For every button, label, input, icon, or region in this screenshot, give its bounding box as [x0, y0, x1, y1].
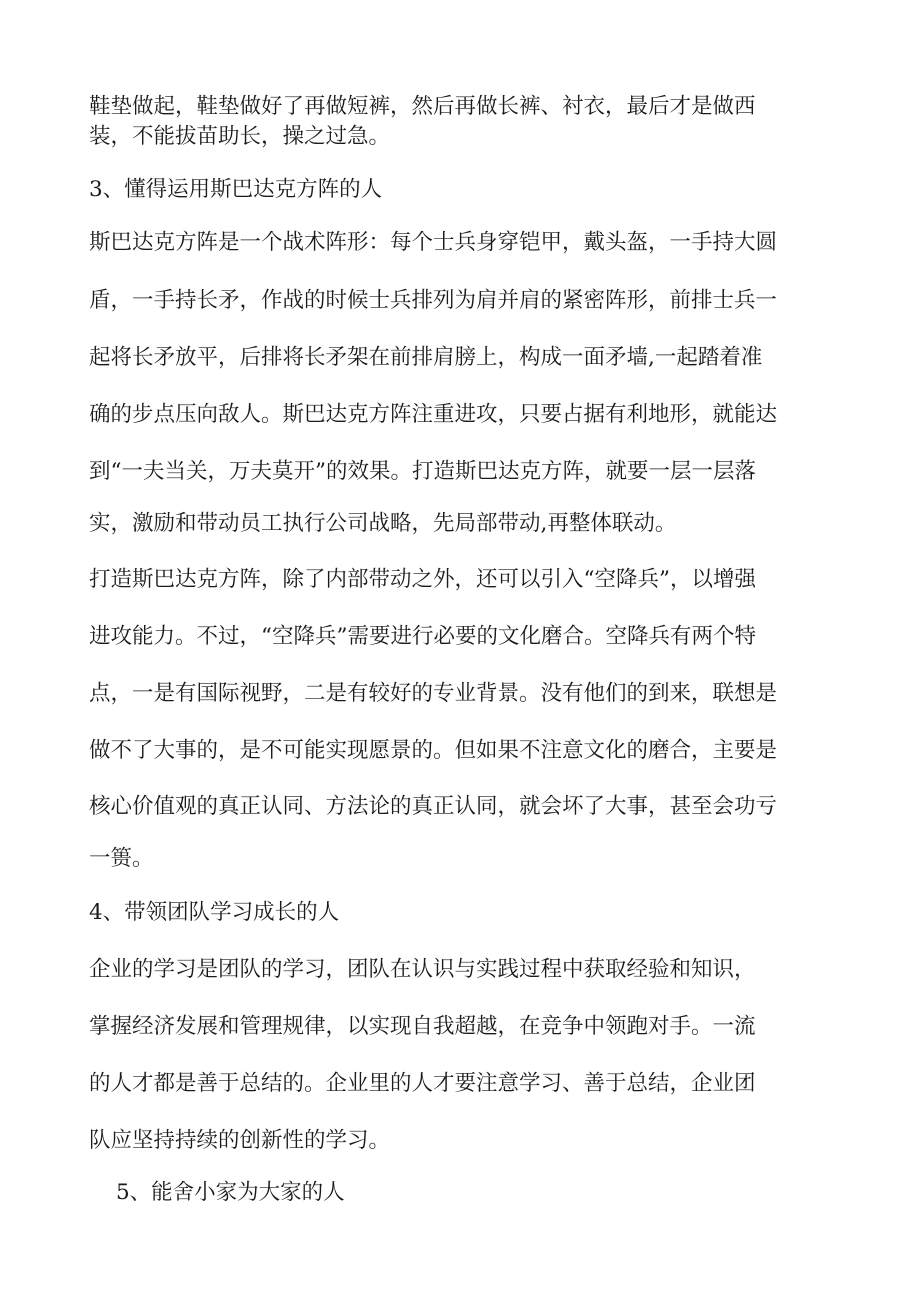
paragraph-line: 盾，一手持长矛，作战的时候士兵排列为肩并肩的紧密阵形，前排士兵一 — [89, 288, 778, 313]
paragraph-line: 核心价值观的真正认同、方法论的真正认同，就会坏了大事，甚至会功亏 — [89, 794, 778, 819]
paragraph-line: 企业的学习是团队的学习，团队在认识与实践过程中获取经验和知识， — [89, 957, 756, 982]
paragraph-line: 起将长矛放平，后排将长矛架在前排肩膀上，构成一面矛墙,一起踏着准 — [89, 345, 763, 370]
paragraph-line: 队应坚持持续的创新性的学习。 — [89, 1128, 391, 1153]
paragraph-line: 点，一是有国际视野，二是有较好的专业背景。没有他们的到来，联想是 — [89, 681, 778, 706]
paragraph-line: 的人才都是善于总结的。企业里的人才要注意学习、善于总结，企业团 — [89, 1071, 756, 1096]
section-heading-4: 4、带领团队学习成长的人 — [89, 900, 340, 925]
paragraph-line: 进攻能力。不过，“空降兵”需要进行必要的文化磨合。空降兵有两个特 — [89, 624, 756, 649]
paragraph-line: 确的步点压向敌人。斯巴达克方阵注重进攻，只要占据有利地形，就能达 — [89, 402, 778, 427]
paragraph-line: 斯巴达克方阵是一个战术阵形：每个士兵身穿铠甲，戴头盔，一手持大圆 — [89, 230, 778, 255]
paragraph-line: 掌握经济发展和管理规律，以实现自我超越，在竞争中领跑对手。一流 — [89, 1014, 756, 1039]
paragraph-line: 鞋垫做起，鞋垫做好了再做短裤，然后再做长裤、衬衣，最后才是做西 — [89, 94, 756, 119]
paragraph-line: 一篑。 — [89, 846, 154, 871]
paragraph-line: 实，激励和带动员工执行公司战略，先局部带动,再整体联动。 — [89, 511, 677, 536]
paragraph-line: 装，不能拔苗助长，操之过急。 — [89, 124, 391, 149]
paragraph-line: 做不了大事的，是不可能实现愿景的。但如果不注意文化的磨合，主要是 — [89, 738, 778, 763]
paragraph-line: 打造斯巴达克方阵，除了内部带动之外，还可以引入“空降兵”，以增强 — [89, 567, 756, 592]
section-heading-5: 5、能舍小家为大家的人 — [116, 1180, 345, 1205]
paragraph-line: 到“一夫当关，万夫莫开”的效果。打造斯巴达克方阵，就要一层一层落 — [89, 459, 756, 484]
section-heading-3: 3、懂得运用斯巴达克方阵的人 — [89, 177, 383, 202]
